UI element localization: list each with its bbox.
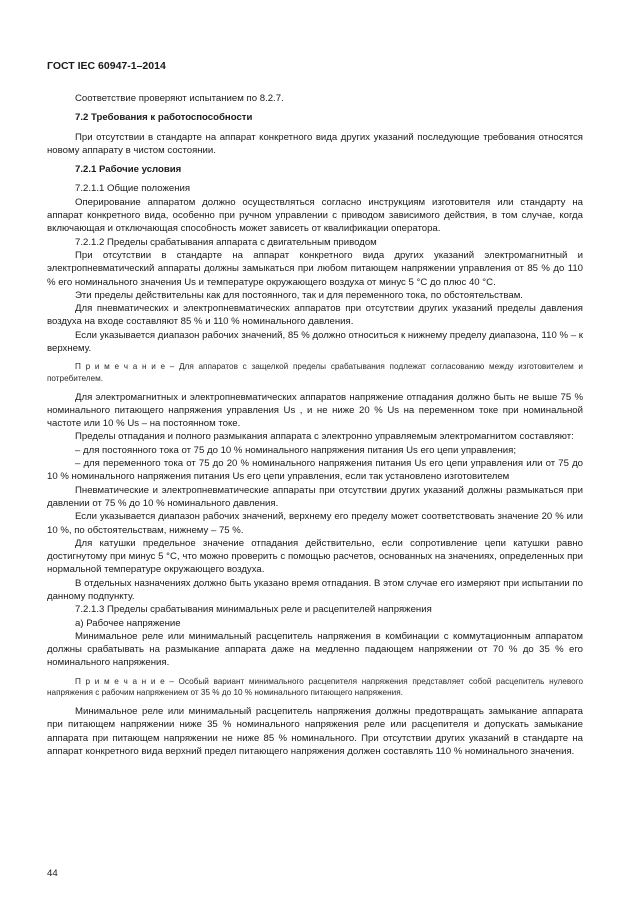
paragraph: Минимальное реле или минимальный расцепитель напряжения должны предотвращать замыкание аппарата при питающем напряжении ниже 35 % номинального напряжения реле или расцепителя и допускать замыкание аппарата при питающем напряжении не ниже 85 % номинального. При отсутствии других указаний в стандарте на аппарат конкретного вида верхний предел питающего напряжения должен составлять 110 % номинального значения. — [47, 705, 583, 757]
paragraph: Если указывается диапазон рабочих значений, верхнему его пределу может соответствовать значение 20 % или 10 %, по обстоятельствам, нижнему – 75 %. — [47, 511, 583, 536]
paragraph: Минимальное реле или минимальный расцепитель напряжения в комбинации с коммутационным аппаратом должны срабатывать на размыкание аппарата даже на медленно падающем напряжении от 70 % до 35 % его номинального напряжения. — [47, 630, 583, 669]
section-heading: 7.2 Требования к работоспособности — [75, 112, 253, 124]
paragraph: При отсутствии в стандарте на аппарат конкретного вида других указаний электромагнитный и электропневматический аппараты должны замыкаться при любом питающем напряжении управления от 85 % до 110 % его номинального значения Us и температуре окружающего воздуха от минус 5 °С до плюс 40 °С. — [47, 249, 583, 288]
body-text — [47, 92, 583, 758]
paragraph: Соответствие проверяют испытанием по 8.2.7. — [75, 93, 284, 104]
clause-title: 7.2.1.1 Общие положения — [75, 183, 191, 195]
clause-title: 7.2.1.2 Пределы срабатывания аппарата с двигательным приводом — [75, 236, 377, 248]
page-number: 44 — [47, 868, 58, 879]
paragraph: Оперирование аппаратом должно осуществляться согласно инструкциям изготовителя или стандарту на аппарат конкретного вида, особенно при ручном управлении с приводом зависимого действия, в том случае, когда включающая и отключающая способность может зависеть от квалификации оператора. — [47, 196, 583, 235]
list-item: – для переменного тока от 75 до 20 % номинального напряжения питания Us его цепи управления или от 75 до 10 % номинального напряжения питания Us его цепи управления, если так установлено изготовителем — [47, 458, 583, 483]
paragraph: Если указывается диапазон рабочих значений, 85 % должно относиться к нижнему пределу диапазона, 110 % – к верхнему. — [47, 329, 583, 355]
note: П р и м е ч а н и е – Для аппаратов с защелкой пределы срабатывания подлежат согласованию между изготовителем и потребителем. — [47, 362, 583, 383]
paragraph: Для катушки предельное значение отпадания действительно, если сопротивление цепи катушки равно достигнутому при минус 5 °С, что можно проверить с помощью расчетов, основанных на значениях, определенных при нормальной температуре окружающего воздуха. — [47, 537, 583, 576]
paragraph: В отдельных назначениях должно быть указано время отпадания. В этом случае его измеряют при испытании по данному подпункту. — [47, 577, 583, 602]
clause-title: 7.2.1.3 Пределы срабатывания минимальных реле и расцепителей напряжения — [75, 604, 432, 616]
paragraph: Для пневматических и электропневматических аппаратов при отсутствии других указаний пределы давления воздуха на входе составляют 85 % и 110 % номинального давления. — [47, 303, 583, 328]
note: П р и м е ч а н и е – Особый вариант минимального расцепителя напряжения представляет собой расцепитель нулевого напряжения с рабочим напряжением от 35 % до 10 % номинального питающего напряжения. — [47, 676, 583, 698]
paragraph: Эти пределы действительны как для постоянного, так и для переменного тока, по обстоятельствам. — [75, 289, 523, 301]
subsection-heading: 7.2.1 Рабочие условия — [75, 164, 182, 176]
standard-title: ГОСТ IEC 60947-1–2014 — [47, 60, 166, 72]
list-item: а) Рабочее напряжение — [75, 617, 181, 629]
paragraph: Пределы отпадания и полного размыкания аппарата с электронно управляемым электромагнитом составляют: — [75, 431, 574, 443]
paragraph: При отсутствии в стандарте на аппарат конкретного вида других указаний последующие требования относятся новому аппарату в чистом состоянии. — [47, 131, 583, 156]
list-item: – для постоянного тока от 75 до 10 % номинального напряжения питания Us его цепи управления; — [75, 444, 517, 456]
paragraph: Для электромагнитных и электропневматических аппаратов напряжение отпадания должно быть не выше 75 % номинального питающего напряжения управления Us , и не ниже 20 % Us на переменном токе при номинальной частоте или 10 % Us – на постоянном токе. — [47, 391, 583, 430]
paragraph: Пневматические и электропневматические аппараты при отсутствии других указаний должны размыкаться при давлении от 75 % до 10 % номинального давления. — [47, 484, 583, 509]
